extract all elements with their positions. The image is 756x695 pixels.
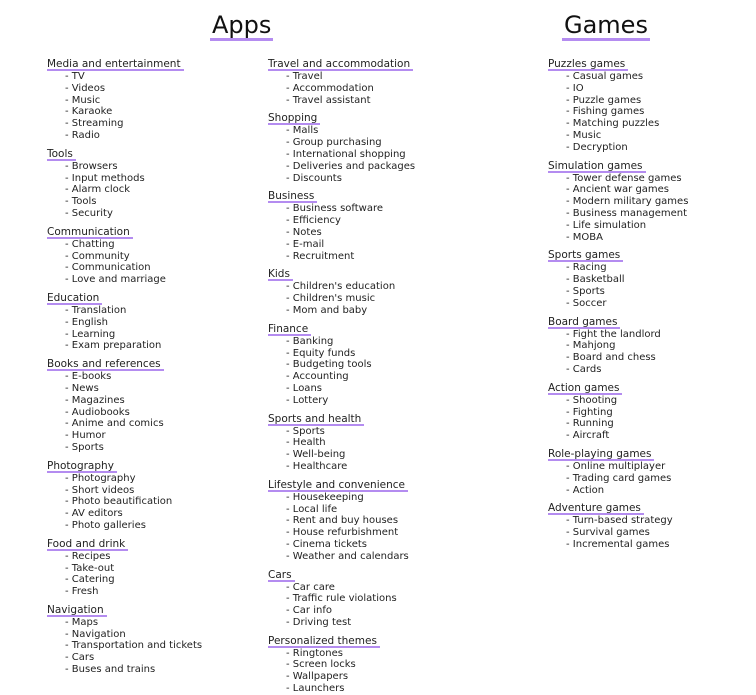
list-item: - Sports [548, 286, 688, 298]
list-item: - Chatting [47, 239, 202, 251]
list-item: - AV editors [47, 508, 202, 520]
list-item: - Input methods [47, 173, 202, 185]
list-item: - Audiobooks [47, 407, 202, 419]
category-block [268, 407, 415, 473]
category-block [548, 442, 688, 496]
list-item: - Cars [47, 652, 202, 664]
category-block [47, 532, 202, 598]
category-heading: Cars [268, 568, 295, 582]
category-heading: Board games [548, 315, 620, 329]
category-heading: Personalized themes [268, 634, 380, 648]
list-item: - Magazines [47, 395, 202, 407]
list-item: - Budgeting tools [268, 359, 415, 371]
list-item: - Incremental games [548, 539, 688, 551]
category-block [268, 184, 415, 262]
category-block [47, 220, 202, 286]
list-item: - Fight the landlord [548, 329, 688, 341]
list-item: - Weather and calendars [268, 551, 415, 563]
list-item: - Matching puzzles [548, 118, 688, 130]
category-block [268, 52, 415, 106]
category-heading: Sports games [548, 248, 623, 262]
category-item-list [548, 329, 688, 376]
list-item: - Photo beautification [47, 496, 202, 508]
list-item: - Car care [268, 582, 415, 594]
list-item: - Banking [268, 336, 415, 348]
category-block [47, 454, 202, 532]
list-item: - Ringtones [268, 648, 415, 660]
list-item: - Exam preparation [47, 340, 202, 352]
list-item: - Love and marriage [47, 274, 202, 286]
list-item: - Take-out [47, 563, 202, 575]
list-item: - Maps [47, 617, 202, 629]
category-item-list [268, 648, 415, 695]
category-item-list [548, 173, 688, 244]
category-item-list [47, 371, 202, 454]
list-item: - Lottery [268, 395, 415, 407]
list-item: - Local life [268, 504, 415, 516]
category-item-list [47, 473, 202, 532]
list-item: - E-mail [268, 239, 415, 251]
category-item-list [47, 551, 202, 598]
list-item: - Business software [268, 203, 415, 215]
list-item: - News [47, 383, 202, 395]
category-heading: Books and references [47, 357, 164, 371]
category-item-list [47, 71, 202, 142]
list-item: - Karaoke [47, 106, 202, 118]
category-block [268, 317, 415, 407]
category-heading: Tools [47, 147, 76, 161]
list-item: - Short videos [47, 485, 202, 497]
category-block [548, 310, 688, 376]
category-heading: Travel and accommodation [268, 57, 413, 71]
category-heading: Role-playing games [548, 447, 654, 461]
category-block [47, 142, 202, 220]
list-item: - Turn-based strategy [548, 515, 688, 527]
list-item: - Cards [548, 364, 688, 376]
list-item: - Discounts [268, 173, 415, 185]
list-item: - Notes [268, 227, 415, 239]
list-item: - Children's music [268, 293, 415, 305]
list-item: - Healthcare [268, 461, 415, 473]
category-item-list [548, 262, 688, 309]
category-heading: Action games [548, 381, 622, 395]
category-heading: Photography [47, 459, 117, 473]
category-block [548, 52, 688, 154]
category-block [47, 598, 202, 676]
list-item: - Travel [268, 71, 415, 83]
category-heading: Communication [47, 225, 133, 239]
list-item: - Puzzle games [548, 95, 688, 107]
category-heading: Finance [268, 322, 311, 336]
category-block [268, 629, 415, 695]
list-item: - Accounting [268, 371, 415, 383]
category-block [268, 563, 415, 629]
list-item: - Music [47, 95, 202, 107]
list-item: - Basketball [548, 274, 688, 286]
list-item: - Car info [268, 605, 415, 617]
list-item: - TV [47, 71, 202, 83]
category-item-list [548, 71, 688, 154]
category-item-list [268, 426, 415, 473]
category-item-list [268, 71, 415, 106]
list-item: - Sports [268, 426, 415, 438]
list-item: - Catering [47, 574, 202, 586]
category-item-list [47, 305, 202, 352]
list-item: - Online multiplayer [548, 461, 688, 473]
category-block [47, 352, 202, 454]
list-item: - Wallpapers [268, 671, 415, 683]
list-item: - Shooting [548, 395, 688, 407]
category-block [268, 262, 415, 316]
category-item-list [47, 239, 202, 286]
category-heading: Kids [268, 267, 293, 281]
category-item-list [47, 617, 202, 676]
list-item: - Trading card games [548, 473, 688, 485]
list-item: - Communication [47, 262, 202, 274]
apps-title: Apps [212, 11, 272, 39]
category-heading: Simulation games [548, 159, 646, 173]
list-item: - Equity funds [268, 348, 415, 360]
list-item: - Life simulation [548, 220, 688, 232]
list-item: - Accommodation [268, 83, 415, 95]
list-item: - Launchers [268, 683, 415, 695]
list-item: - Deliveries and packages [268, 161, 415, 173]
list-item: - Decryption [548, 142, 688, 154]
list-item: - Aircraft [548, 430, 688, 442]
list-item: - Alarm clock [47, 184, 202, 196]
list-item: - Group purchasing [268, 137, 415, 149]
category-heading: Media and entertainment [47, 57, 184, 71]
category-block [548, 376, 688, 442]
list-item: - Navigation [47, 629, 202, 641]
list-item: - Transportation and tickets [47, 640, 202, 652]
list-item: - Children's education [268, 281, 415, 293]
list-item: - Cinema tickets [268, 539, 415, 551]
list-item: - Travel assistant [268, 95, 415, 107]
category-item-list [268, 281, 415, 316]
list-item: - Tower defense games [548, 173, 688, 185]
list-item: - MOBA [548, 232, 688, 244]
list-item: - IO [548, 83, 688, 95]
list-item: - Action [548, 485, 688, 497]
list-item: - Rent and buy houses [268, 515, 415, 527]
list-item: - International shopping [268, 149, 415, 161]
list-item: - Fishing games [548, 106, 688, 118]
list-item: - Photography [47, 473, 202, 485]
category-block [548, 496, 688, 550]
category-item-list [47, 161, 202, 220]
list-item: - Running [548, 418, 688, 430]
list-item: - Casual games [548, 71, 688, 83]
category-heading: Lifestyle and convenience [268, 478, 408, 492]
list-item: - Modern military games [548, 196, 688, 208]
list-item: - Driving test [268, 617, 415, 629]
list-item: - Tools [47, 196, 202, 208]
apps-left-column [47, 52, 202, 676]
category-item-list [268, 336, 415, 407]
list-item: - Recruitment [268, 251, 415, 263]
list-item: - Streaming [47, 118, 202, 130]
list-item: - Well-being [268, 449, 415, 461]
list-item: - Sports [47, 442, 202, 454]
list-item: - Anime and comics [47, 418, 202, 430]
list-item: - Traffic rule violations [268, 593, 415, 605]
list-item: - Loans [268, 383, 415, 395]
list-item: - Radio [47, 130, 202, 142]
list-item: - Translation [47, 305, 202, 317]
list-item: - Music [548, 130, 688, 142]
list-item: - Photo galleries [47, 520, 202, 532]
list-item: - Business management [548, 208, 688, 220]
category-block [47, 286, 202, 352]
list-item: - Screen locks [268, 659, 415, 671]
category-heading: Sports and health [268, 412, 364, 426]
list-item: - Videos [47, 83, 202, 95]
list-item: - Browsers [47, 161, 202, 173]
category-item-list [548, 395, 688, 442]
list-item: - Board and chess [548, 352, 688, 364]
list-item: - Mahjong [548, 340, 688, 352]
list-item: - Ancient war games [548, 184, 688, 196]
category-item-list [268, 203, 415, 262]
category-heading: Adventure games [548, 501, 644, 515]
list-item: - Health [268, 437, 415, 449]
list-item: - Recipes [47, 551, 202, 563]
list-item: - Soccer [548, 298, 688, 310]
category-heading: Shopping [268, 111, 320, 125]
games-column [548, 52, 688, 551]
list-item: - Fighting [548, 407, 688, 419]
list-item: - Humor [47, 430, 202, 442]
list-item: - Security [47, 208, 202, 220]
list-item: - Malls [268, 125, 415, 137]
list-item: - Buses and trains [47, 664, 202, 676]
category-heading: Navigation [47, 603, 107, 617]
list-item: - Efficiency [268, 215, 415, 227]
games-title: Games [564, 11, 648, 39]
list-item: - Survival games [548, 527, 688, 539]
category-heading: Puzzles games [548, 57, 628, 71]
category-block [268, 473, 415, 563]
category-item-list [268, 492, 415, 563]
list-item: - Housekeeping [268, 492, 415, 504]
category-item-list [548, 515, 688, 550]
list-item: - Community [47, 251, 202, 263]
list-item: - Learning [47, 329, 202, 341]
list-item: - Mom and baby [268, 305, 415, 317]
category-item-list [548, 461, 688, 496]
category-block [548, 154, 688, 244]
category-heading: Food and drink [47, 537, 128, 551]
category-item-list [268, 582, 415, 629]
list-item: - E-books [47, 371, 202, 383]
category-block [268, 106, 415, 184]
category-item-list [268, 125, 415, 184]
category-block [47, 52, 202, 142]
category-heading: Education [47, 291, 102, 305]
list-item: - Racing [548, 262, 688, 274]
category-heading: Business [268, 189, 317, 203]
apps-right-column [268, 52, 415, 695]
category-block [548, 243, 688, 309]
list-item: - House refurbishment [268, 527, 415, 539]
list-item: - English [47, 317, 202, 329]
list-item: - Fresh [47, 586, 202, 598]
